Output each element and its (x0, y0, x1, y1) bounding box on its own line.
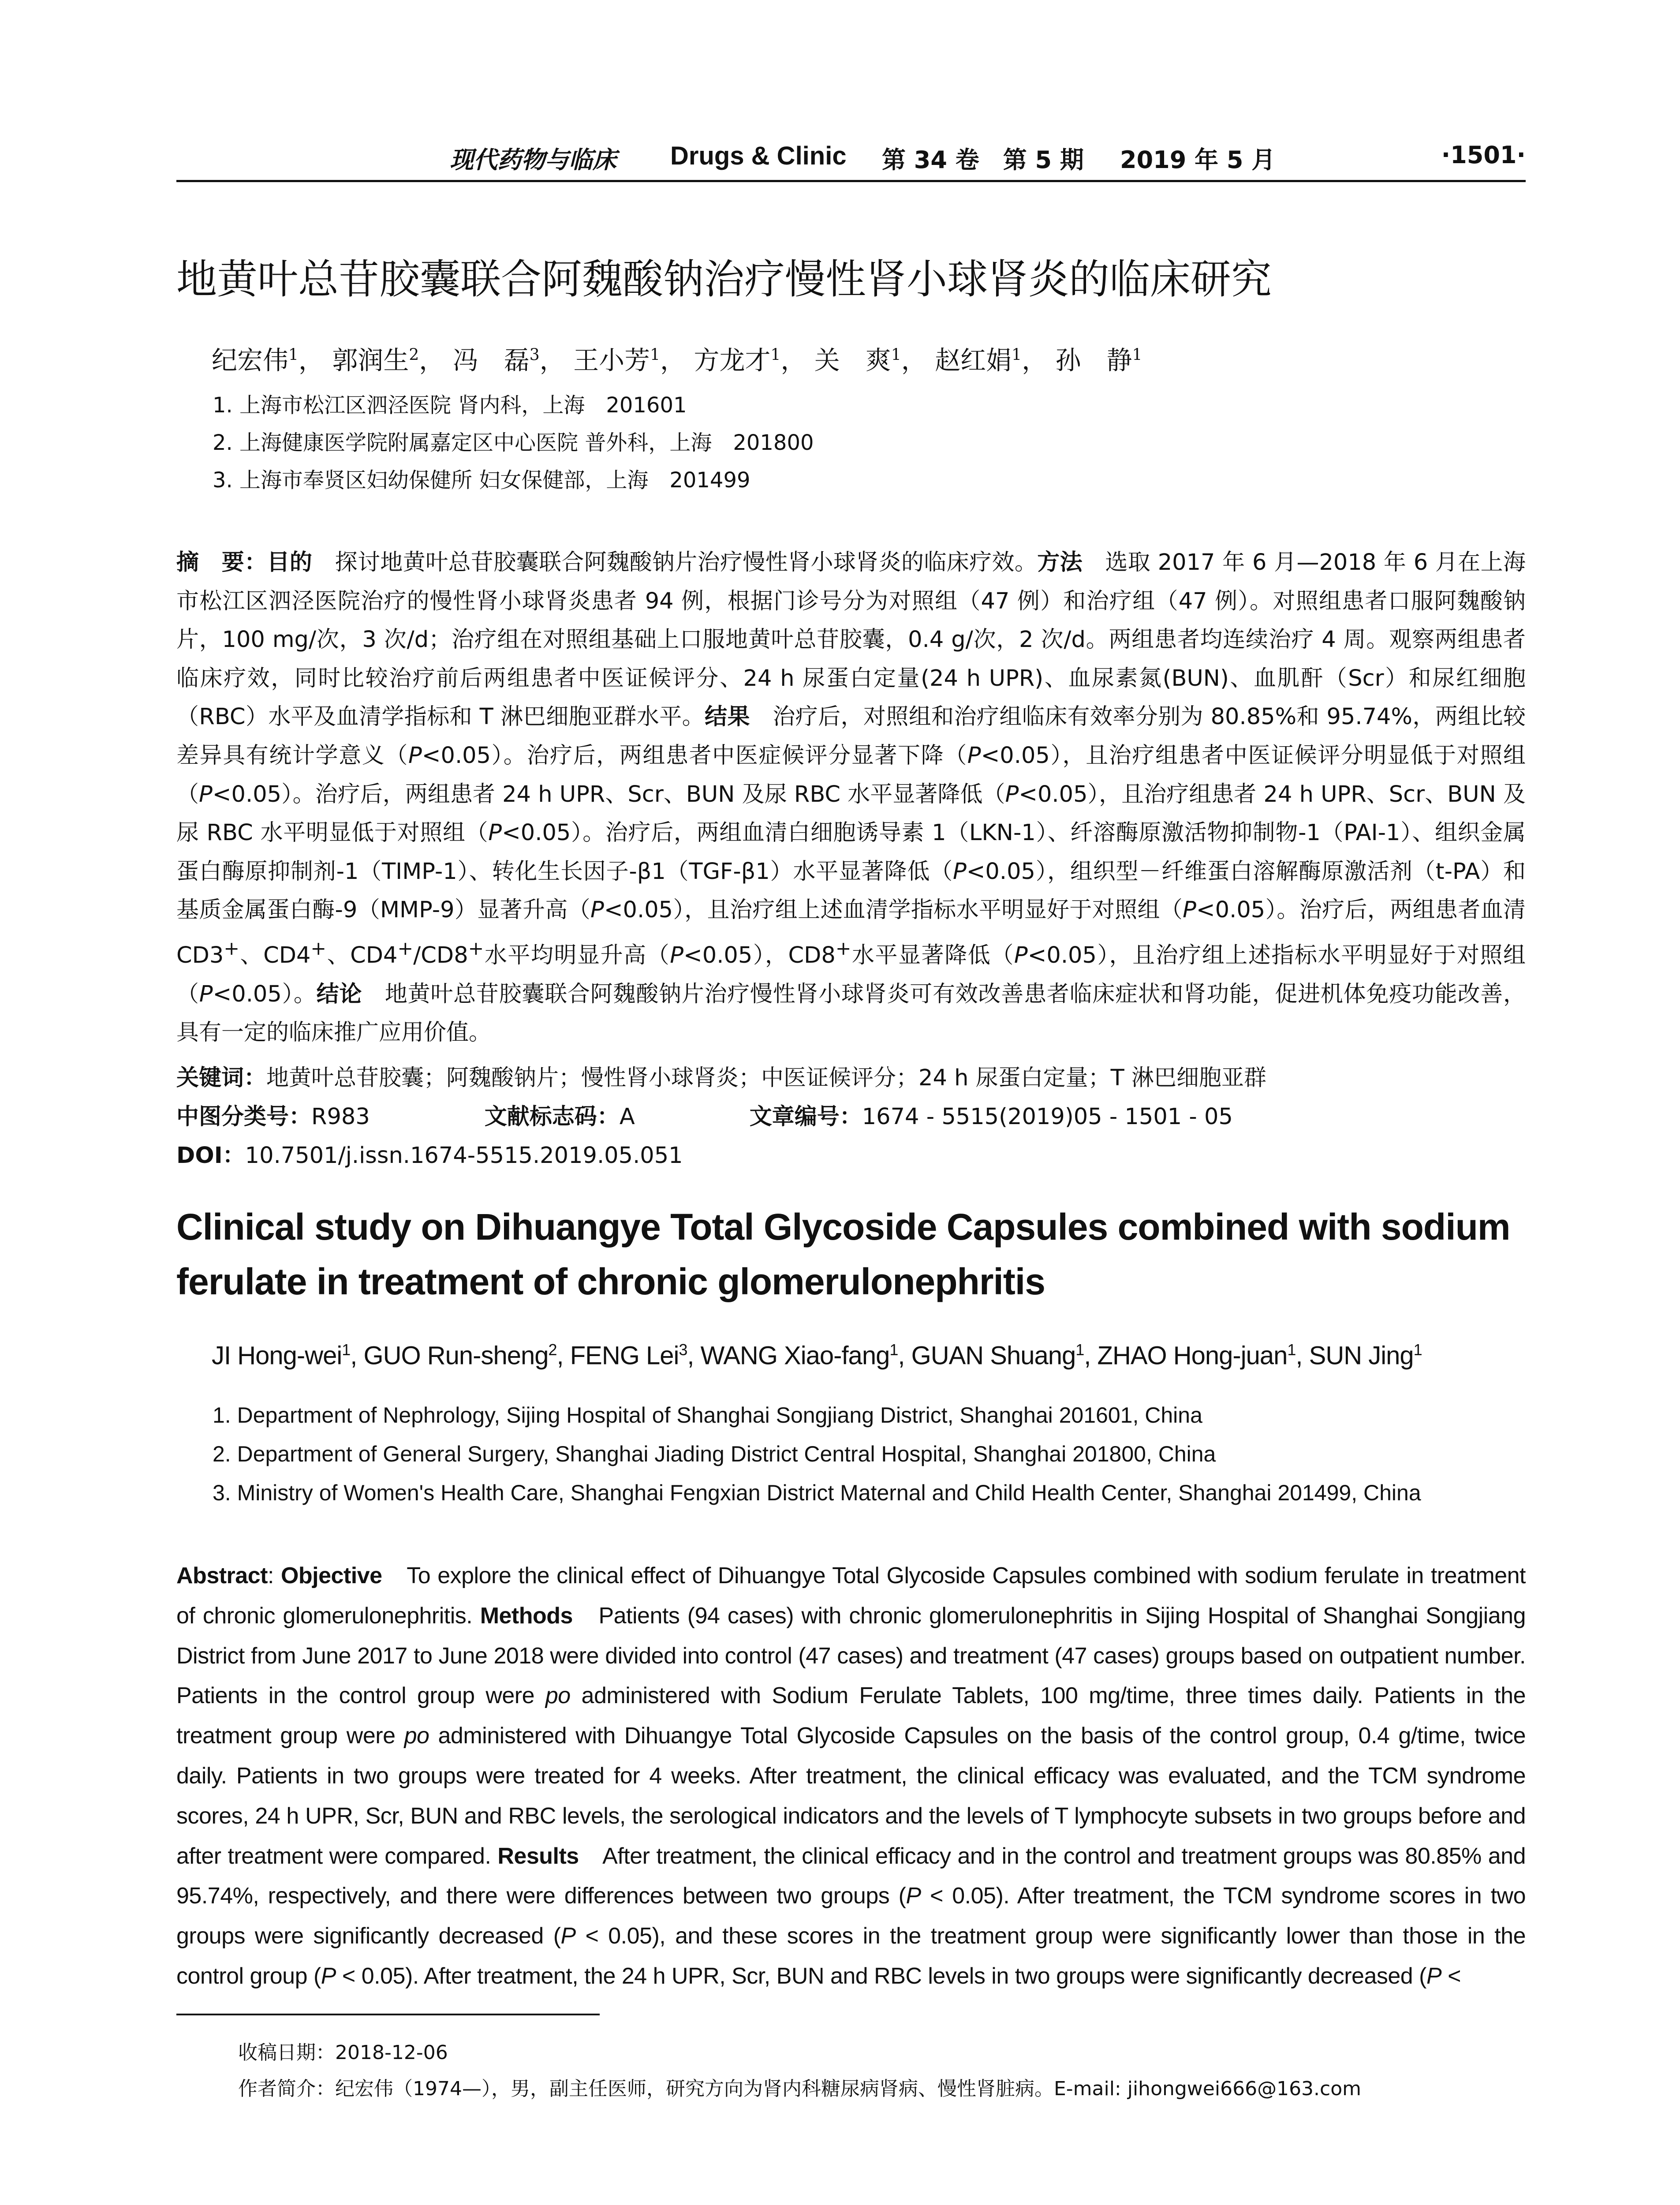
p-value-symbol: P (321, 1963, 336, 1989)
p-value-symbol: P (408, 742, 422, 769)
article-number-label: 文章编号： (749, 1104, 862, 1130)
methods-label: Methods (480, 1603, 573, 1629)
author-name: 郭润生 (332, 345, 409, 375)
received-label: 收稿日期： (238, 2041, 335, 2064)
author-bio-note (238, 2073, 1361, 2101)
chinese-affiliation: 2. 上海健康医学院附属嘉定区中心医院 普外科，上海 201800 (213, 430, 814, 455)
article-number-value: 1674 - 5515(2019)05 - 1501 - 05 (862, 1104, 1233, 1130)
results-text: After treatment, the clinical efficacy and in the control and treatment groups was 80.85% and 95.74%, respectively, and there were differences between two groups ( (176, 1843, 1526, 1909)
author-affiliation-mark: 1 (1012, 346, 1022, 364)
objective-label: 目的 (267, 549, 313, 576)
results-text: <0.05）。治疗后，两组患者血清 CD3 (176, 897, 1526, 968)
journal-name-cn: 现代药物与临床 (450, 146, 616, 174)
p-value-symbol: P (560, 1923, 576, 1949)
author-name: WANG Xiao-fang (700, 1341, 890, 1370)
superscript-plus: + (468, 938, 484, 960)
received-value: 2018-12-06 (335, 2041, 448, 2064)
results-text: <0.05），且治疗组患者 24 h UPR、Scr、BUN 及尿 RBC 水平明显低于对照组（ (176, 781, 1526, 846)
journal-name-en: Drugs & Clinic (670, 142, 847, 170)
author-affiliation-mark: 3 (529, 346, 540, 364)
classification-line (176, 1098, 1233, 1131)
author-name: 王小芳 (573, 345, 650, 375)
running-header (176, 141, 1526, 176)
objective-text: To explore the clinical effect of Dihuangye Total Glycoside Capsules combined with sodium ferulate in treatment of chronic glomerulonephritis. (176, 1563, 1526, 1629)
doi-line (176, 1137, 683, 1170)
header-rule (176, 180, 1526, 182)
english-abstract: Abstract: Objective To explore the clinical effect of Dihuangye Total Glycoside Capsules combined with sodium ferulate in treatment of chronic glomerulonephritis. Methods Patients (94 cases) with chronic glomerulonephritis in Sijing Hospital of Shanghai Songjiang District from June 2017 to June 2018 were divided into control (47 cases) and treatment (47 cases) groups based on outpatient number. Patients in the control group were po administered with Sodium Ferulate Tablets, 100 mg/time, three times daily. Patients in the treatment group were po administered with Dihuangye Total Glycoside Capsules on the basis of the control group, 0.4 g/time, twice daily. Patients in two groups were treated for 4 weeks. After treatment, the clinical efficacy was evaluated, and the TCM syndrome scores, 24 h UPR, Scr, BUN and RBC levels, the serological indicators and the levels of T lymphocyte subsets in two groups before and after treatment were compared. Results After treatment, the clinical efficacy and in the control and treatment groups was 80.85% and 95.74%, respectively, and there were differences between two groups (P < 0.05). After treatment, the TCM syndrome scores in two groups were significantly decreased (P < 0.05), and these scores in the treatment group were significantly lower than those in the control group (P < 0.05). After treatment, the 24 h UPR, Scr, BUN and RBC levels in two groups were significantly decreased (P < (176, 1563, 1526, 1989)
methods-text: Patients (94 cases) with chronic glomerulonephritis in Sijing Hospital of Shanghai Songjiang District from June 2017 to June 2018 were divided into control (47 cases) and treatment (47 cases) groups based on outpatient number. Patients in the control group were (176, 1603, 1526, 1709)
author-affiliation-mark: 2 (409, 346, 419, 364)
author-affiliation-mark: 1 (1132, 346, 1142, 364)
volume-issue: 第 34 卷 第 5 期 (882, 146, 1084, 174)
superscript-plus: + (224, 938, 239, 960)
author-affiliation-mark: 1 (1413, 1341, 1422, 1359)
results-text: <0.05）。治疗后，两组患者 24 h UPR、Scr、BUN 及尿 RBC 水平显著降低（ (212, 781, 1005, 807)
results-label: 结果 (705, 704, 750, 730)
document-code-value: A (619, 1104, 635, 1130)
author-name: 孙 静 (1055, 345, 1132, 375)
author-name: JI Hong-wei (212, 1341, 342, 1370)
author-affiliation-mark: 1 (889, 1341, 898, 1359)
author-name: 冯 磊 (452, 345, 530, 375)
author-bio-label: 作者简介： (238, 2078, 335, 2100)
results-text: 水平显著降低（ (851, 942, 1014, 968)
conclusion-text: 地黄叶总苷胶囊联合阿魏酸钠片治疗慢性肾小球肾炎可有效改善患者临床症状和肾功能，促进机体免疫功能改善，具有一定的临床推广应用价值。 (176, 981, 1526, 1046)
p-value-symbol: P (199, 781, 213, 807)
p-value-symbol: P (952, 858, 967, 885)
results-text: <0.05），组织型－纤维蛋白溶解酶原激活剂（t-PA）和基质金属蛋白酶-9（MMP-9）显著升高（ (176, 858, 1526, 923)
results-text: < 0.05). After treatment, the 24 h UPR, Scr, BUN and RBC levels in two groups were significantly decreased ( (336, 1963, 1426, 1989)
results-label: Results (497, 1843, 579, 1869)
author-name: 纪宏伟 (212, 345, 289, 375)
methods-text: 选取 2017 年 6 月—2018 年 6 月在上海市松江区泗泾医院治疗的慢性肾小球肾炎患者 94 例，根据门诊号分为对照组（47 例）和治疗组（47 例）。对照组患者口服阿魏酸钠片，100 mg/次，3 次/d；治疗组在对照组基础上口服地黄叶总苷胶囊，0.4 g/次，2 次/d。两组患者均连续治疗 4 周。观察两组患者临床疗效，同时比较治疗前后两组患者中医证候评分、24 h 尿蛋白定量(24 h UPR)、血尿素氮(BUN)、血肌酐（Scr）和尿红细胞（RBC）水平及血清学指标和 T 淋巴细胞亚群水平。 (176, 549, 1526, 730)
results-text: <0.05）。 (213, 981, 317, 1007)
abstract-label: 摘 要： (176, 549, 267, 576)
results-text: <0.05），且治疗组上述血清学指标水平明显好于对照组（ (604, 897, 1183, 923)
objective-label: Objective (280, 1563, 382, 1588)
methods-text: administered with Dihuangye Total Glycoside Capsules on the basis of the control group, 0.4 g/time, twice daily. Patients in two groups were treated for 4 weeks. After treatment, the clinical efficacy was evaluated, and the TCM syndrome scores, 24 h UPR, Scr, BUN and RBC levels, the serological indicators and the levels of T lymphocyte subsets in two groups before and after treatment were compared. (176, 1723, 1526, 1869)
results-text: 水平均明显升高（ (484, 942, 670, 968)
p-value-symbol: P (1183, 897, 1196, 923)
keywords-text: 地黄叶总苷胶囊；阿魏酸钠片；慢性肾小球肾炎；中医证候评分；24 h 尿蛋白定量；T 淋巴细胞亚群 (266, 1065, 1267, 1091)
author-affiliation-mark: 1 (891, 346, 901, 364)
footnote-rule (176, 2014, 600, 2015)
po-abbreviation: po (545, 1683, 571, 1709)
english-author-list: JI Hong-wei$^1$, GUO Run-sheng$^2$, FENG Lei$^3$, WANG Xiao-fang$^1$, GUAN Shuang$^1$, ZHAO Hong-juan$^1$, SUN Jing$^1$ (212, 1341, 1422, 1370)
results-text: <0.05），且治疗组上述指标水平明显好于对照组（ (176, 942, 1526, 1007)
clc-label: 中图分类号： (176, 1104, 312, 1130)
author-affiliation-mark: 1 (1075, 1341, 1084, 1359)
results-text: /CD8 (413, 942, 468, 968)
author-affiliation-mark: 2 (548, 1341, 557, 1359)
english-affiliation: 3. Ministry of Women's Health Care, Shanghai Fengxian District Maternal and Child Health Center, Shanghai 201499, China (213, 1480, 1421, 1505)
keywords-line (176, 1059, 1266, 1092)
results-text: 治疗后，对照组和治疗组临床有效率分别为 80.85%和 95.74%，两组比较差异具有统计学意义（ (176, 704, 1526, 769)
document-code-label: 文献标志码： (484, 1104, 620, 1130)
english-affiliation: 2. Department of General Surgery, Shanghai Jiading District Central Hospital, Shanghai 201800, China (213, 1442, 1216, 1466)
results-text: <0.05）。治疗后，两组血清白细胞诱导素 1（LKN-1）、纤溶酶原激活物抑制物-1（PAI-1）、组织金属蛋白酶原抑制剂-1（TIMP-1）、转化生长因子-β1（TGF-β1）水平显著降低（ (176, 820, 1526, 885)
superscript-plus: + (835, 938, 851, 960)
p-value-symbol: P (590, 897, 604, 923)
p-value-symbol: P (199, 981, 213, 1007)
results-text: 、CD4 (326, 942, 398, 968)
objective-text: 探讨地黄叶总苷胶囊联合阿魏酸钠片治疗慢性肾小球肾炎的临床疗效。 (312, 549, 1038, 576)
superscript-plus: + (397, 938, 414, 960)
doi-value: 10.7501/j.issn.1674-5515.2019.05.051 (245, 1143, 683, 1169)
methods-label: 方法 (1037, 549, 1083, 576)
results-text: <0.05）。治疗后，两组患者中医症候评分显著下降（ (422, 742, 967, 769)
p-value-symbol: P (906, 1883, 921, 1909)
p-value-symbol: P (1005, 781, 1019, 807)
chinese-affiliation: 3. 上海市奉贤区妇幼保健所 妇女保健部，上海 201499 (213, 468, 750, 493)
author-affiliation-mark: 1 (770, 346, 781, 364)
po-abbreviation: po (404, 1723, 429, 1749)
conclusion-label: 结论 (316, 981, 362, 1007)
author-affiliation-mark: 1 (342, 1341, 351, 1359)
p-value-symbol: P (670, 942, 684, 968)
chinese-title: 地黄叶总苷胶囊联合阿魏酸钠治疗慢性肾小球肾炎的临床研究 (176, 256, 1272, 303)
results-text: < 0.05), and these scores in the treatment group were significantly lower than those in the control group ( (176, 1923, 1526, 1989)
chinese-author-list: 纪宏伟$^1$， 郭润生$^2$， 冯 磊$^3$， 王小芳$^1$， 方龙才$^1$， 关 爽$^1$， 赵红娟$^1$， 孙 静$^1$ (212, 345, 1142, 375)
results-text: < 0.05). After treatment, the TCM syndrome scores in two groups were significantly decreased ( (176, 1883, 1526, 1949)
author-name: 关 爽 (814, 345, 891, 375)
author-name: GUO Run-sheng (363, 1341, 549, 1370)
keywords-label: 关键词： (176, 1065, 267, 1091)
p-value-symbol: P (967, 742, 981, 769)
results-text: < (1441, 1963, 1461, 1989)
results-text: 、CD4 (239, 942, 311, 968)
author-affiliation-mark: 1 (650, 346, 660, 364)
received-date-note (238, 2037, 448, 2065)
abstract-label: Abstract (176, 1563, 268, 1588)
p-value-symbol: P (488, 820, 502, 846)
page-number: ·1501· (1441, 141, 1526, 169)
clc-value: R983 (311, 1104, 370, 1130)
methods-text: administered with Sodium Ferulate Tablets, 100 mg/time, three times daily. Patients in the treatment group were (176, 1683, 1526, 1749)
results-text: <0.05），且治疗组患者中医证候评分明显低于对照组（ (176, 742, 1526, 807)
results-text: <0.05），CD8 (683, 942, 836, 968)
chinese-abstract (176, 543, 1526, 1052)
author-affiliation-mark: 1 (288, 346, 299, 364)
issue-date: 2019 年 5 月 (1120, 146, 1276, 174)
p-value-symbol: P (1426, 1963, 1442, 1989)
author-name: ZHAO Hong-juan (1097, 1341, 1288, 1370)
doi-label: DOI： (176, 1143, 245, 1169)
superscript-plus: + (310, 938, 327, 960)
author-name: GUAN Shuang (911, 1341, 1076, 1370)
author-affiliation-mark: 3 (679, 1341, 687, 1359)
author-affiliation-mark: 1 (1287, 1341, 1296, 1359)
author-name: 方龙才 (694, 345, 771, 375)
chinese-affiliation: 1. 上海市松江区泗泾医院 肾内科，上海 201601 (213, 393, 687, 418)
english-affiliation: 1. Department of Nephrology, Sijing Hospital of Shanghai Songjiang District, Shanghai 201601, China (213, 1403, 1202, 1428)
p-value-symbol: P (1014, 942, 1028, 968)
author-bio-text: 纪宏伟（1974—），男，副主任医师，研究方向为肾内科糖尿病肾病、慢性肾脏病。E-mail: jihongwei666@163.com (335, 2078, 1362, 2100)
author-name: FENG Lei (570, 1341, 679, 1370)
english-title: Clinical study on Dihuangye Total Glycoside Capsules combined with sodium ferulate in treatment of chronic glomerulonephritis (176, 1206, 1510, 1302)
author-name: SUN Jing (1309, 1341, 1414, 1370)
author-name: 赵红娟 (935, 345, 1012, 375)
